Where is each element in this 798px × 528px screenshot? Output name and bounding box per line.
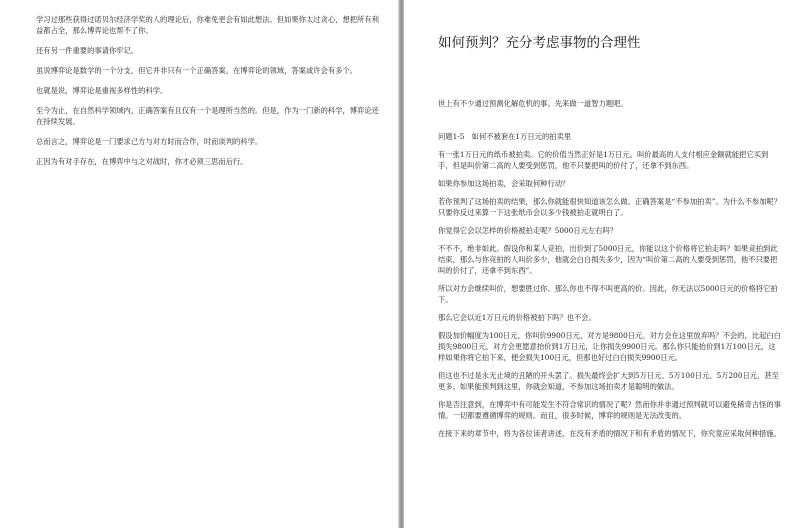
left-paragraph-4: 也就是说，博弈论是重视多样性的科学。	[36, 86, 168, 95]
right-paragraph-3: 若你预判了这场拍卖的结果，那么你就能很快知道该怎么做。正确答案是“不参加拍卖”。为什么不参加呢？只要你反过来算一下这张纸币会以多少钱被拍走就明白了。	[438, 197, 782, 217]
right-paragraph-7: 那么它会以近1万日元的价格被拍下吗？也不会。	[438, 313, 596, 322]
right-paragraph-8: 假设加价幅度为100日元，你叫价9900日元，对方是9800日元。对方会在这里放弃吗？不会的，比起白白损失9800日元，对方会更愿意抬价到1万日元，让你损失9900日元。那么你只能抬价到1万100日元，这样如果你将它拍下来，便会损失100日元，但那也好过白白损失9900日元。	[438, 331, 781, 362]
left-paragraph-7: 正因为有对手存在，在博弈中与之对战时，你才必须三思而后行。	[36, 157, 248, 166]
right-paragraph-2: 如果你参加这场拍卖，会采取何种行动？	[438, 179, 570, 188]
left-paragraph-5: 至今为止，在自然科学领域内，正确答案有且仅有一个是理所当然的。但是，作为一门新的科学，博弈论还在持续发展。	[36, 106, 379, 126]
question-heading: 问题1-5 如何不被套在1万日元的拍卖里	[438, 132, 572, 141]
section-intro: 世上有不少通过预测化解危机的事。先来做一道智力题吧。	[438, 99, 628, 108]
left-paragraph-1: 学习过那些获得过诺贝尔经济学奖的人的理论后，你难免更会有如此想法。但如果你太过贪心，想把所有利益都占全，那么博弈论也帮不了你。	[36, 15, 379, 35]
left-paragraph-2: 还有另一件重要的事请你牢记。	[36, 46, 139, 55]
right-paragraph-5: 不不不，绝非如此。假设你和某人竞拍，出价到了5000日元，你能以这个价格将它拍走吗？如果竞拍到此结束，那么与你竞拍的人叫价多少，他就会白白损失多少，因为“叫价第二高的人要受到惩罚，他不只要把叫的价付了，还拿不到东西”。	[438, 244, 778, 275]
right-paragraph-6: 所以对方会继续叫价，想要胜过你。那么你也不得不叫更高的价。因此，你无法以5000日元的价格将它拍下。	[438, 284, 778, 304]
right-paragraph-11: 在接下来的章节中，将为各位读者讲述，在没有矛盾的情况下和有矛盾的情况下，你究竟应采取何种措施。	[438, 429, 781, 438]
left-paragraph-6: 总而言之，博弈论是一门要求己方与对方时而合作，时而谈判的科学。	[36, 137, 263, 146]
right-paragraph-10: 你是否注意到，在博弈中有可能发生不符合常识的情况了呢？然而你并非通过预判就可以避免稀奇古怪的事情。一切都要遵循博弈的规则。而且，很多时候，博弈的规则是无法改变的。	[438, 400, 781, 420]
section-title: 如何预判？充分考虑事物的合理性	[438, 35, 641, 51]
right-paragraph-1: 有一张1万日元的纸币被拍卖。它的价值当然正好是1万日元。叫价最高的人支付相应金额就能把它买到手，但是叫价第二高的人要受到惩罚，他不只要把叫的价付了，还拿不到东西。	[438, 150, 769, 170]
right-paragraph-9: 但这也不过是永无止境的丑陋的开头罢了。损失最终会扩大到5万日元、5万100日元、5万200日元，甚至更多。如果能预判到这里，你就会知道，不参加这场拍卖才是聪明的做法。	[438, 371, 779, 391]
right-paragraph-4: 你觉得它会以怎样的价格被拍走呢？5000日元左右吗？	[438, 226, 618, 235]
left-paragraph-3: 虽说博弈论是数学的一个分支，但它并非只有一个正确答案。在博弈论的领域，答案或许会有多个。	[36, 66, 358, 75]
right-page	[404, 0, 798, 528]
